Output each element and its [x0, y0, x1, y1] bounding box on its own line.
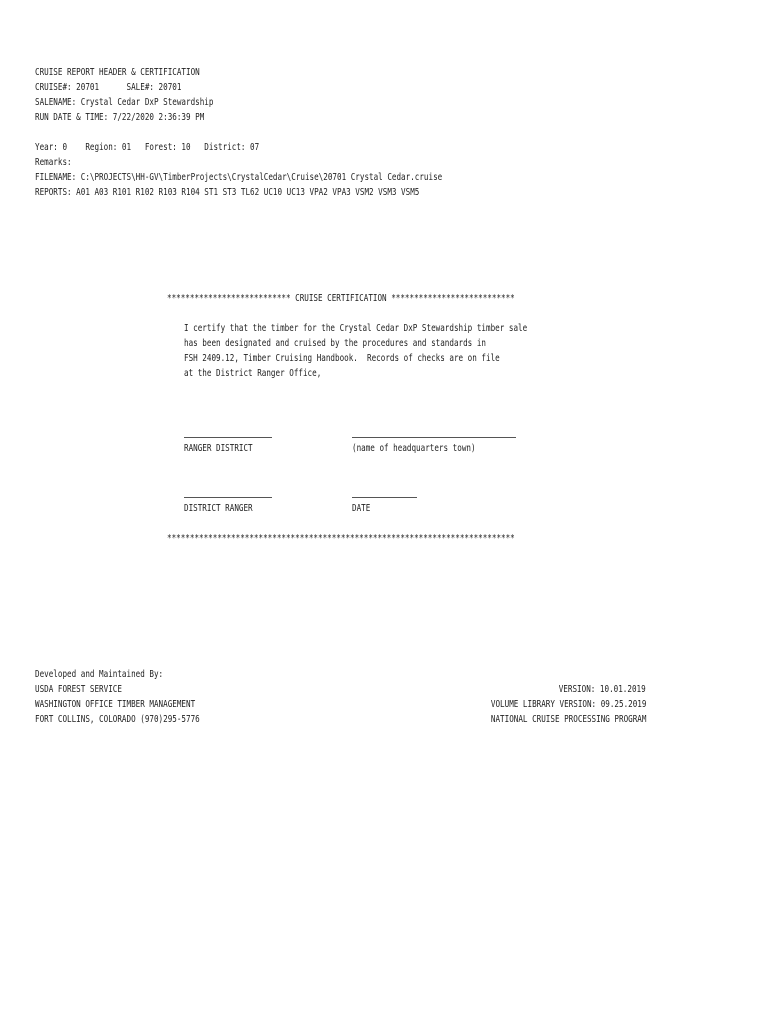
program-name: NATIONAL CRUISE PROCESSING PROGRAM	[490, 714, 646, 725]
district-ranger-label: DISTRICT RANGER	[184, 503, 253, 514]
ranger-district-label: RANGER DISTRICT	[184, 443, 253, 454]
certification-text-line: at the District Ranger Office,	[184, 368, 322, 379]
run-date: RUN DATE & TIME: 7/22/2020 2:36:39 PM	[35, 112, 205, 123]
signature-line-hq-town	[352, 437, 516, 438]
organization: USDA FOREST SERVICE	[35, 684, 122, 695]
location-phone: FORT COLLINS, COLORADO (970)295-5776	[35, 714, 200, 725]
certification-text-line: has been designated and cruised by the procedures and standards in	[184, 338, 486, 349]
remarks-label: Remarks:	[35, 157, 72, 168]
cruise-sale-numbers: CRUISE#: 20701 SALE#: 20701	[35, 82, 182, 93]
signature-line-date	[352, 497, 417, 498]
report-title: CRUISE REPORT HEADER & CERTIFICATION	[35, 67, 200, 78]
reports-list: REPORTS: A01 A03 R101 R102 R103 R104 ST1 ST3 TL62 UC10 UC13 VPA2 VPA3 VSM2 VSM3 VSM5	[35, 187, 420, 198]
certification-banner: *************************** CRUISE CERTIFICATION ***************************	[167, 293, 515, 304]
certification-text-line: I certify that the timber for the Crystal Cedar DxP Stewardship timber sale	[184, 323, 528, 334]
signature-line-district-ranger	[184, 497, 272, 498]
volume-library-version: VOLUME LIBRARY VERSION: 09.25.2019	[490, 699, 646, 710]
year-region-forest-district: Year: 0 Region: 01 Forest: 10 District: 07	[35, 142, 260, 153]
developed-by-label: Developed and Maintained By:	[35, 669, 164, 680]
certification-footer-stars: ****************************************************************************	[167, 533, 515, 544]
hq-town-label: (name of headquarters town)	[352, 443, 476, 454]
date-label: DATE	[352, 503, 371, 514]
sale-name: SALENAME: Crystal Cedar DxP Stewardship	[35, 97, 214, 108]
version: VERSION: 10.01.2019	[559, 684, 646, 695]
filename: FILENAME: C:\PROJECTS\HH-GV\TimberProjects\CrystalCedar\Cruise\20701 Crystal Cedar.cruise	[35, 172, 443, 183]
signature-line-ranger-district	[184, 437, 272, 438]
office: WASHINGTON OFFICE TIMBER MANAGEMENT	[35, 699, 196, 710]
certification-text-line: FSH 2409.12, Timber Cruising Handbook. Records of checks are on file	[184, 353, 500, 364]
